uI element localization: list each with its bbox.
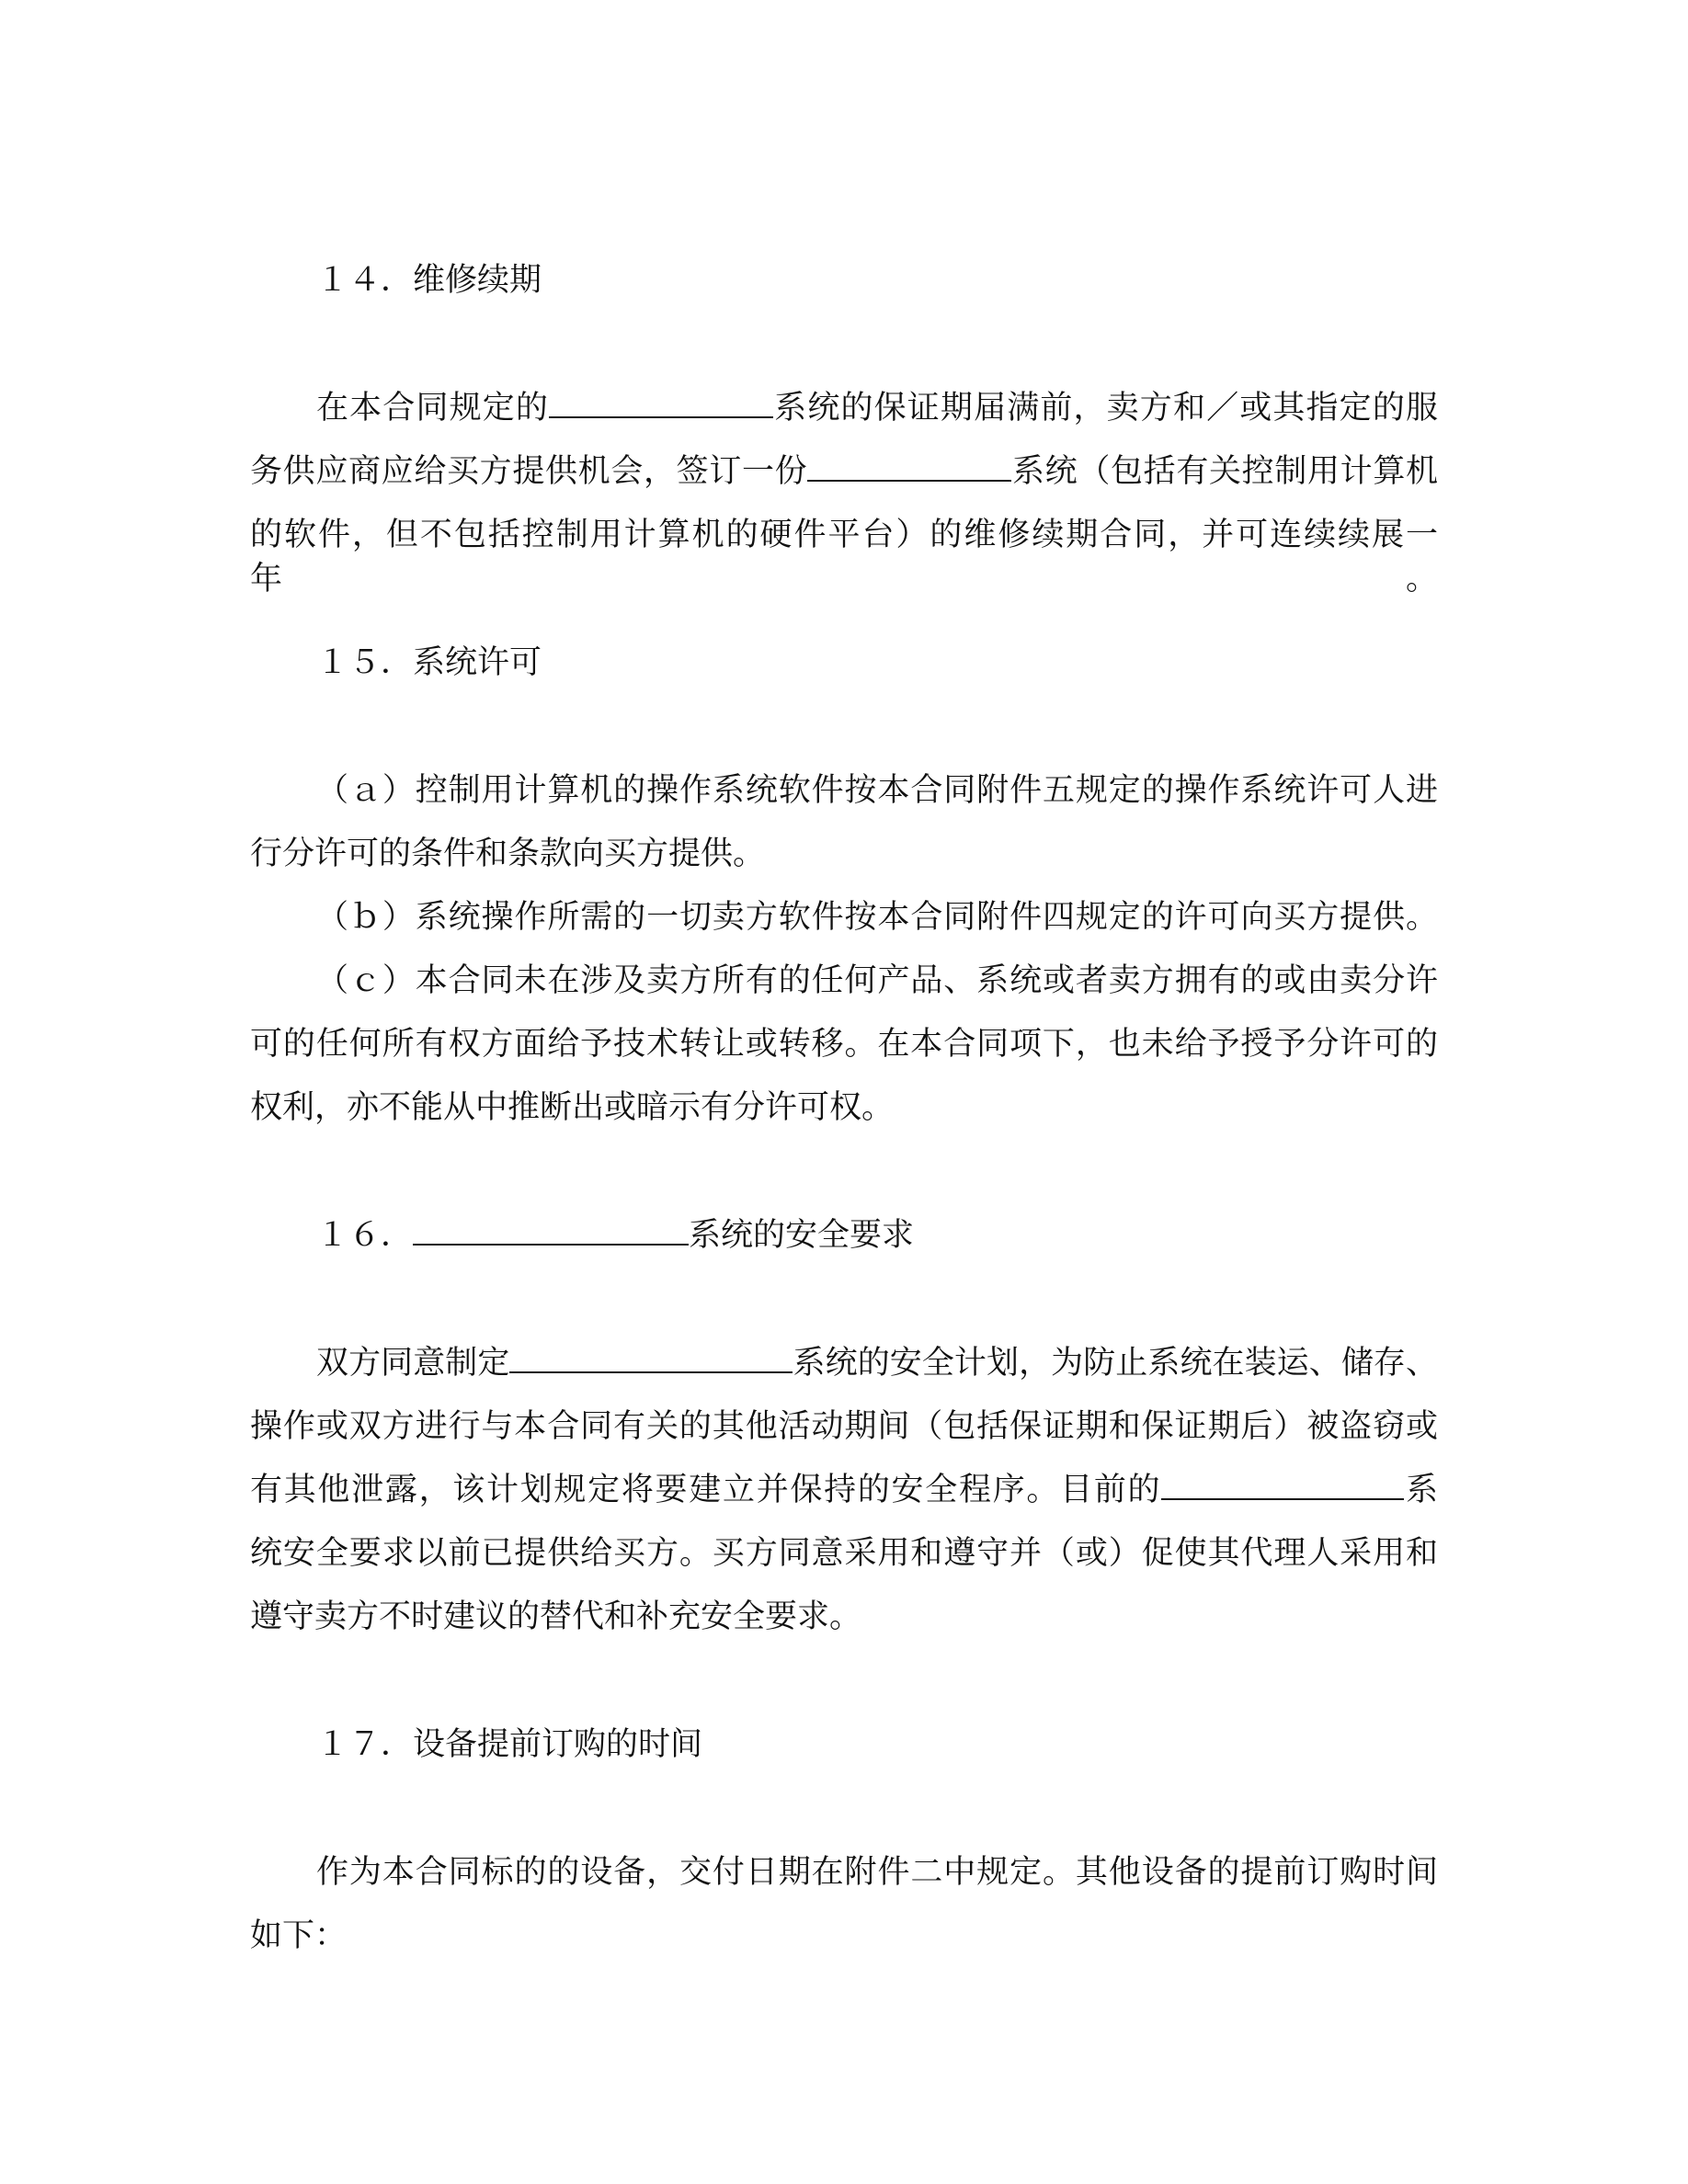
section-15-para-line-6 [250, 1086, 1438, 1130]
text-segment: 有其他泄露，该计划规定将要建立并保持的安全程序。目前的 [250, 1472, 1162, 1508]
section-14-para-line-3 [250, 513, 1438, 597]
text-segment: 系 [1404, 1472, 1438, 1508]
text-segment: （ｃ）本合同未在涉及卖方所有的任何产品、系统或者卖方拥有的或由卖分许 [316, 962, 1438, 999]
section-17-para-line-1 [316, 1850, 1438, 1894]
section-17-para-line-2 [250, 1914, 1438, 1958]
text-segment: （ｂ）系统操作所需的一切卖方软件按本合同附件四规定的许可向买方提供。 [316, 899, 1438, 936]
heading-text: 系统的安全要求 [689, 1217, 915, 1254]
text-segment: （ａ）控制用计算机的操作系统软件按本合同附件五规定的操作系统许可人进 [316, 772, 1438, 809]
fill-in-blank[interactable] [413, 1216, 689, 1246]
section-16-para-line-2 [250, 1405, 1438, 1449]
text-segment: 系统的安全计划，为防止系统在装运、储存、 [793, 1345, 1438, 1382]
section-16-para-line-3 [250, 1468, 1438, 1512]
fill-in-blank[interactable] [1161, 1471, 1404, 1500]
section-14-para-line-2 [250, 449, 1438, 494]
text-segment: 操作或双方进行与本合同有关的其他活动期间（包括保证期和保证期后）被盗窃或 [250, 1408, 1438, 1445]
text-segment: 双方同意制定 [316, 1345, 510, 1382]
text-segment: 的软件，但不包括控制用计算机的硬件平台）的维修续期合同，并可连续续展一年。 [250, 517, 1438, 597]
text-segment: 如下： [250, 1917, 348, 1954]
section-16-para-line-4 [250, 1531, 1438, 1575]
section-15-heading [316, 641, 1438, 685]
section-16-heading [316, 1213, 1438, 1257]
section-16-para-line-1 [316, 1341, 1438, 1385]
text-segment: 权利，亦不能从中推断出或暗示有分许可权。 [250, 1089, 895, 1126]
text-segment: 统安全要求以前已提供给买方。买方同意采用和遵守并（或）促使其代理人采用和 [250, 1535, 1438, 1572]
section-17-heading-text: １７．设备提前订购的时间 [316, 1726, 703, 1763]
section-15-heading-text: １５．系统许可 [316, 644, 542, 681]
section-15-para-line-1 [316, 768, 1438, 813]
section-17-heading [316, 1723, 1438, 1767]
text-segment: 作为本合同标的的设备，交付日期在附件二中规定。其他设备的提前订购时间 [316, 1854, 1438, 1891]
heading-number: １６． [316, 1217, 414, 1254]
fill-in-blank[interactable] [807, 452, 1011, 482]
text-segment: 遵守卖方不时建议的替代和补充安全要求。 [250, 1598, 862, 1635]
section-15-para-line-3 [316, 895, 1438, 939]
section-16-para-line-5 [250, 1595, 1438, 1639]
fill-in-blank[interactable] [509, 1344, 793, 1373]
text-segment: 系统（包括有关控制用计算机 [1011, 453, 1438, 490]
section-14-heading [316, 258, 1438, 302]
text-segment: 在本合同规定的 [316, 390, 550, 427]
section-15-para-line-5 [250, 1022, 1438, 1066]
text-segment: 务供应商应给买方提供机会，签订一份 [250, 453, 808, 490]
section-15-para-line-2 [250, 832, 1438, 876]
fill-in-blank[interactable] [549, 389, 773, 418]
section-14-para-line-1 [316, 386, 1438, 430]
section-15-para-line-4 [316, 959, 1438, 1003]
text-segment: 行分许可的条件和条款向买方提供。 [250, 836, 766, 872]
text-segment: 系统的保证期届满前，卖方和／或其指定的服 [773, 390, 1438, 427]
text-segment: 可的任何所有权方面给予技术转让或转移。在本合同项下，也未给予授予分许可的 [250, 1026, 1438, 1063]
section-14-heading-text: １４．维修续期 [316, 262, 542, 299]
